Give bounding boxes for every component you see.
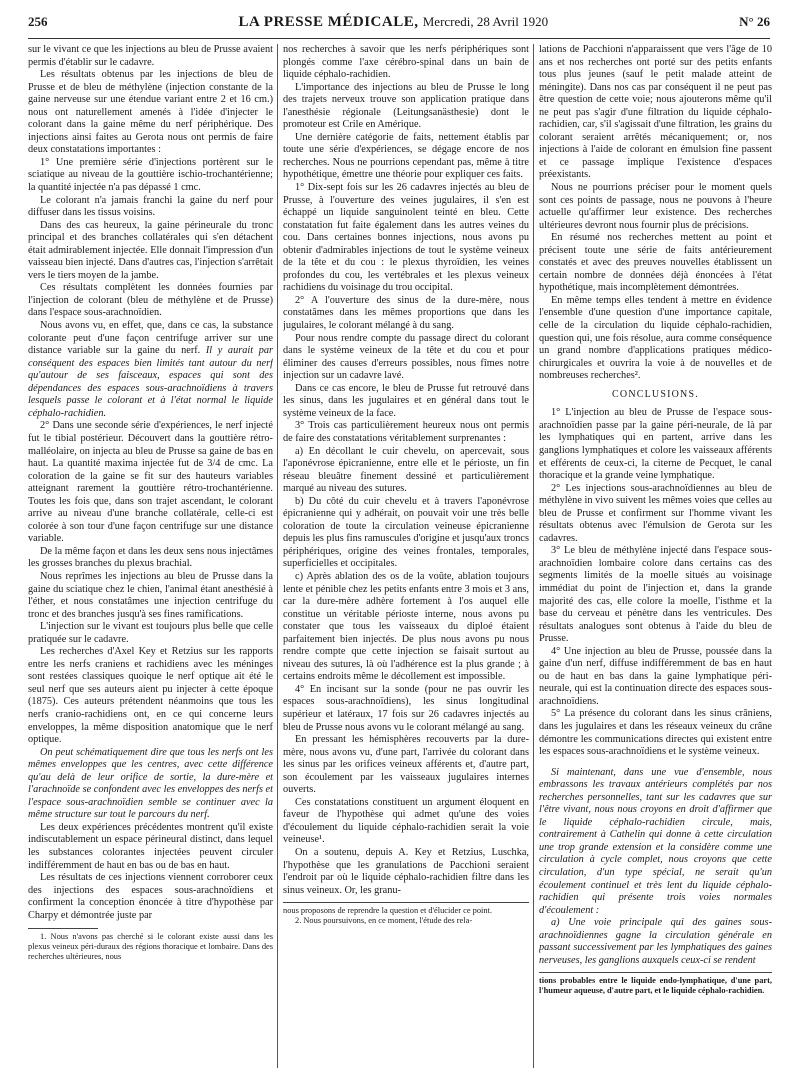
paragraph: 1° Une première série d'injections portèrent sur le sciatique au niveau de la gouttière ischio-trochantérienne; la quantité injectée n'a pas dépassé 1 cmc. <box>28 156 273 194</box>
conclusion-item: 3° Le bleu de méthylène injecté dans l'espace sous-arachnoïdien lombaire colore dans certains cas des segments limités de la moelle situés au voisinage immédiat du point de l'injection et, dans la grande majorité des cas, elle colore la moelle, l'isthme et la base du cerveau et pénètre dans les ventricules. Des résultats analogues sont obtenus à l'aide du bleu de Prusse. <box>539 545 772 645</box>
footnote-rule <box>539 972 772 973</box>
italic-closing <box>539 767 772 968</box>
paragraph: Pour nous rendre compte du passage direct du colorant dans le système veineux de la tête et du cou et pour éliminer des causes d'erreurs possibles, nous fîmes notre injection sur un cadavre lavé. <box>283 332 529 382</box>
journal-title: LA PRESSE MÉDICALE, <box>238 14 419 30</box>
footnote: nous proposons de reprendre la question et d'élucider ce point. <box>283 906 492 916</box>
page-number: 256 <box>28 14 48 29</box>
paragraph: 2° A l'ouverture des sinus de la dure-mère, nous constatâmes dans les mêmes proportions que dans les jugulaires, le colorant mélangé à du sang. <box>283 294 529 332</box>
paragraph: Les résultats de ces injections viennent corroborer ceux des injections des espaces sous-arachnoïdiens et confirment la conception énoncée à titre d'hypothèse par Charpy et démontrée juste par <box>28 872 273 921</box>
conclusion-item: 5° La présence du colorant dans les sinus crâniens, dans les jugulaires et dans les réseaux veineux du crâne démontre les communications directes qui existent entre les espaces sous-arachnoïdiens et le système veineux. <box>539 708 772 758</box>
footnote-continuation: tions probables entre le liquide endo-lymphatique, d'une part, l'humeur aqueuse, d'autre part, et le liquide céphalo-rachidien. <box>539 976 772 996</box>
conclusion-item: 2° Les injections sous-arachnoïdiennes au bleu de méthylène in vivo suivent les mêmes voies que celles au bleu de Prusse et confirment sur l'homme vivant les résultats obtenus avec l'émulsion de Gerota sur les cadavres. <box>539 482 772 544</box>
paragraph: sur le vivant ce que les injections au bleu de Prusse avaient permis d'établir sur le cadavre. <box>28 44 273 68</box>
footnote: 2. Nous poursuivons, en ce moment, l'étude des rela- <box>295 916 473 926</box>
paragraph: On a soutenu, depuis A. Key et Retzius, Luschka, l'hypothèse que les granulations de Pacchioni seraient l'endroit par où le liquide céphalo-rachidien filtre dans les sinus veineux. Or, les granu- <box>283 847 529 896</box>
paragraph: L'injection sur le vivant est toujours plus belle que celle pratiquée sur le cadavre. <box>28 621 273 645</box>
paragraph: 1° Dix-sept fois sur les 26 cadavres injectés au bleu de Prusse, à l'ouverture des veines jugulaires, il s'en est échappé un liquide sanguinolent teinté en bleu. Cette constatation fut faite également dans les autres veines du cou. Dans certaines bonnes injections, nous avons pu obtenir d'admirables injections de tout le système veineux de la tête et du cou : le plexus thyroïdien, les veines profondes du cou, les vertébrales et les plexus veineux rachidiens du voisinage du trou occipital. <box>283 182 529 294</box>
issue-number: N° 26 <box>739 14 770 29</box>
paragraph: De la même façon et dans les deux sens nous injectâmes les grosses branches du plexus brachial. <box>28 545 273 570</box>
column-1 <box>28 44 273 1074</box>
paragraph: Ces constatations constituent un argument éloquent en faveur de l'hypothèse qui admet qu'une des voies d'écoulement du liquide céphalo-rachidien serait la voie veineuse¹. <box>283 796 529 846</box>
paragraph: Dans des cas heureux, la gaine périneurale du tronc principal et des branches collatérales qui s'en détachent était admirablement injectée. Elle donnait l'impression d'un vaisseau bien injecté. Dans d'autres cas, l'injection s'arrêtait vers le tiers moyen de la jambe. <box>28 219 273 281</box>
paragraph: lations de Pacchioni n'apparaissent que vers l'âge de 10 ans et nos recherches ont porté sur des petits enfants tous plus jeunes (sauf le petit malade atteint de méningite). Dans nos cas par conséquent il ne peut pas être question de cette voie; nous ajouterons même qu'il ne peut pas s'agir d'une filtration du liquide céphalo-rachidien, car, s'il s'agissait d'une filtration, les grains du colorant seraient arrêtés mécaniquement; or, nos injections à l'aide de colorant en émulsion fine passent et ce passage implique l'existence d'espaces préexistants. <box>539 44 772 181</box>
conclusion-item: 4° Une injection au bleu de Prusse, poussée dans la gaine d'un nerf, diffuse indifféremment de bas en haut ou de haut en bas dans la gaine lymphatique péri-neurale, qui est la continuation directe des espaces sous-arachnoïdiens. <box>539 645 772 707</box>
footnote-rule <box>283 902 529 903</box>
paragraph: a) En décollant le cuir chevelu, on apercevait, sous l'aponévrose épicranienne, entre elle et le périoste, un fin réseau bleuâtre finement dessiné et particulièrement marqué au niveau des sutures. <box>283 445 529 495</box>
page-header <box>28 14 770 36</box>
paragraph: Ces résultats complètent les données fournies par l'injection de colorant (bleu de méthylène et de Prusse) dans l'espace sous-arachnoïdien. <box>28 282 273 319</box>
paragraph: nos recherches à savoir que les nerfs périphériques sont plongés comme l'axe cérébro-spinal dans un bain de liquide céphalo-rachidien. <box>283 44 529 81</box>
italic-paragraph: a) Une voie principale qui des gaines sous-arachnoïdiennes gagne la circulation générale en passant successivement par les lymphatiques des gaines nerveuses, les ganglions auxquels ceux-ci se rendent <box>539 917 772 966</box>
paragraph: Les recherches d'Axel Key et Retzius sur les rapports entre les nerfs craniens et rachidiens avec les méninges sont restées classiques quoique le nerf optique ait été le seul nerf que ses auteurs aient pu injecter à cette époque (1875). Ces auteurs prétendent néanmoins que tous les nerfs cranio-rachidiens ont, en ce qui concerne leurs enveloppes, la même disposition anatomique que le nerf optique. <box>28 646 273 746</box>
paragraph: En même temps elles tendent à mettre en évidence l'ensemble d'une question d'une importance capitale, celle de la circulation du liquide céphalo-rachidien, question qui, une fois résolue, aura comme conséquence un grand nombre d'applications pratiques médico-chirurgicales et ouvrira la voie à de nouvelles et de nombreuses recherches². <box>539 294 772 382</box>
paragraph: 4° En incisant sur la sonde (pour ne pas ouvrir les espaces sous-arachnoïdiens), les sinus longitudinal supérieur et latéraux, 17 fois sur 26 cadavres injectés au bleu de Prusse nous avons vu le colorant mélangé au sang. <box>283 683 529 733</box>
paragraph: Nous ne pourrions préciser pour le moment quels sont ces points de passage, nous ne pouvons à l'heure actuelle qu'affirmer leur existence. Des recherches ultérieures devront nous fournir plus de précisions. <box>539 182 772 231</box>
paragraph: En résumé nos recherches mettent au point et précisent toute une série de faits antérieurement constatés et avec des preuves nouvelles établissent un certain nombre de données déjà énoncées à l'état hypothétique, mais incomplètement démontrées. <box>539 232 772 294</box>
paragraph: 2° Dans une seconde série d'expériences, le nerf injecté fut le tibial postérieur. Découvert dans la gouttière rétro-malléolaire, on injecta au bleu de Prusse sa gaine de bas en haut. La quantité maxima injectée fut de 3/4 de cmc. La coloration de la gaine se fit sur des hauteurs variables atteignant rarement la gouttière rétro-trochantérienne. Toutes les fois que, dans son trajet ascendant, le colorant arrive au niveau d'une branche collatérale, celle-ci est colorée à son tour d'une façon centrifuge sur une distance variable. <box>28 420 273 545</box>
conclusions-heading: CONCLUSIONS. <box>612 388 699 400</box>
footnote-rule <box>28 928 98 929</box>
header-rule <box>28 38 770 39</box>
conclusion-item: 1° L'injection au bleu de Prusse de l'espace sous-arachnoïdien passe par la gaine péri-neurale, de là par les lymphatiques qui en partent, arrive dans les ganglions lymphatiques et colore les vaisseaux afférents et efférents de ceux-ci, la citerne de Pecquet, le canal thoracique et la grande veine lymphatique. <box>539 407 772 482</box>
italic-paragraph: Si maintenant, dans une vue d'ensemble, nous embrassons les travaux antérieurs complétés par nos recherches personnelles, tant sur les cadavres que sur l'être vivant, nous nous croyons en droit d'affirmer que le liquide céphalo-rachidien circule, mais, contrairement à Cathelin qui donne à cette circulation une trop grande extension et la considère comme une circulation à cycle complet, nous croyons que cette circulation, d'un type spécial, ne serait qu'un écoulement continuel et très lent du liquide céphalo-rachidien qui présente trois voies normales d'écoulement : <box>539 766 772 916</box>
paragraph: Une dernière catégorie de faits, nettement établis par toute une série d'expériences, se dégage encore de nos recherches. Nous ne pourrions cependant pas, même à titre hypothétique, émettre une théorie pour expliquer ces faits. <box>283 131 529 181</box>
paragraph: Les résultats obtenus par les injections de bleu de Prusse et de bleu de méthylène (injection constante de la gaine nerveuse sur une étendue variant entre 2 et 16 cm.) nous ont naturellement amenés à l'idée d'injecter le colorant dans la gaine même du nerf périphérique. Des injections ainsi faites au Gerota nous ont permis de faire deux constatations importantes : <box>28 69 273 156</box>
italic-paragraph <box>28 747 273 822</box>
column-2 <box>283 44 529 1074</box>
paragraph: L'importance des injections au bleu de Prusse le long des trajets nerveux trouve son application pratique dans l'anesthésie régionale (Leitungsanästhesie) dont le promoteur est Crile en Amérique. <box>283 81 529 131</box>
paragraph: Le colorant n'a jamais franchi la gaine du nerf pour diffuser dans les tissus voisins. <box>28 194 273 219</box>
paragraph: b) Du côté du cuir chevelu et à travers l'aponévrose épicranienne qui y adhérait, on pouvait voir une très belle coloration de toute la circulation veineuse épicranienne depuis les plus fins ramuscules d'origine et jusqu'aux troncs périphériques, origine des veines frontales, temporales, superficielles et occipitales. <box>283 495 529 570</box>
paragraph-text: Nous avons vu, en effet, que, dans ce cas, la substance colorante peut d'une façon centrifuge arriver sur une distance variable sur la gaine du nerf. <box>28 320 273 357</box>
issue-date: Mercredi, 28 Avril 1920 <box>422 14 549 29</box>
paragraph: c) Après ablation des os de la voûte, ablation toujours lente et pénible chez les petits enfants entre 3 mois et 3 ans, car la dure-mère adhère fortement à l'os auquel elle constitue un véritable périoste interne, nous avons pu constater que tous les vaisseaux du diploé étaient parfaitement bien injectés. De plus nous avons pu nous rendre compte que cette injection se faisait surtout au niveau des sutures, là où l'adhérence est la plus grande ; à certains endroits même le décollement est impossible. <box>283 570 529 683</box>
paragraph: Nous reprîmes les injections au bleu de Prusse dans la gaine du sciatique chez le chien, l'animal étant anesthésié à l'éther, et nous constatâmes une injection centrifuge du tronc et des branches jusqu'à ses fines ramifications. <box>28 570 273 620</box>
paragraph: Les deux expériences précédentes montrent qu'il existe indiscutablement un espace périneural distinct, dans lequel les substances colorantes injectées peuvent circuler indifféremment de haut en bas ou de bas en haut. <box>28 821 273 871</box>
paragraph: En pressant les hémisphères recouverts par la dure-mère, nous avons vu, d'une part, l'arrivée du colorant dans les sinus par les orifices veineux afférents et, d'autre part, son écoulement par les vaisseaux jugulaires internes ouverts. <box>283 734 529 796</box>
paragraph <box>28 320 273 420</box>
paragraph: 3° Trois cas particulièrement heureux nous ont permis de faire des constatations véritablement surprenantes : <box>283 420 529 444</box>
paragraph: Dans ce cas encore, le bleu de Prusse fut retrouvé dans les sinus, dans les jugulaires et en général dans tout le système veineux de la face. <box>283 382 529 419</box>
italic-text: On peut schématiquement dire que tous les nerfs ont les mêmes enveloppes que les centres, avec cette différence qu'au delà de leur orifice de sortie, la dure-mère et l'arachnoïde se confondent avec les enveloppes des nerfs et l'espace sous-arachnoïdien semble se continuer avec la même structure sur tout le parcours du nerf. <box>28 746 273 821</box>
column-3 <box>539 44 772 1074</box>
column-divider <box>533 44 534 1068</box>
column-divider <box>277 44 278 1068</box>
footnote: 1. Nous n'avons pas cherché si le colorant existe aussi dans les plexus veineux péri-duraux des régions thoracique et lombaire. Dans des recherches ultérieures, nous <box>28 932 273 962</box>
italic-sentence: Il y aurait par conséquent des espaces bien limités tant autour du nerf qu'autour de ses faisceaux, espaces qui sont des dépendances des espaces sous-arachnoïdiens à travers lesquels passe le colorant et à l'état normal le liquide céphalo-rachidien. <box>28 345 273 419</box>
journal-title-line <box>239 14 549 31</box>
